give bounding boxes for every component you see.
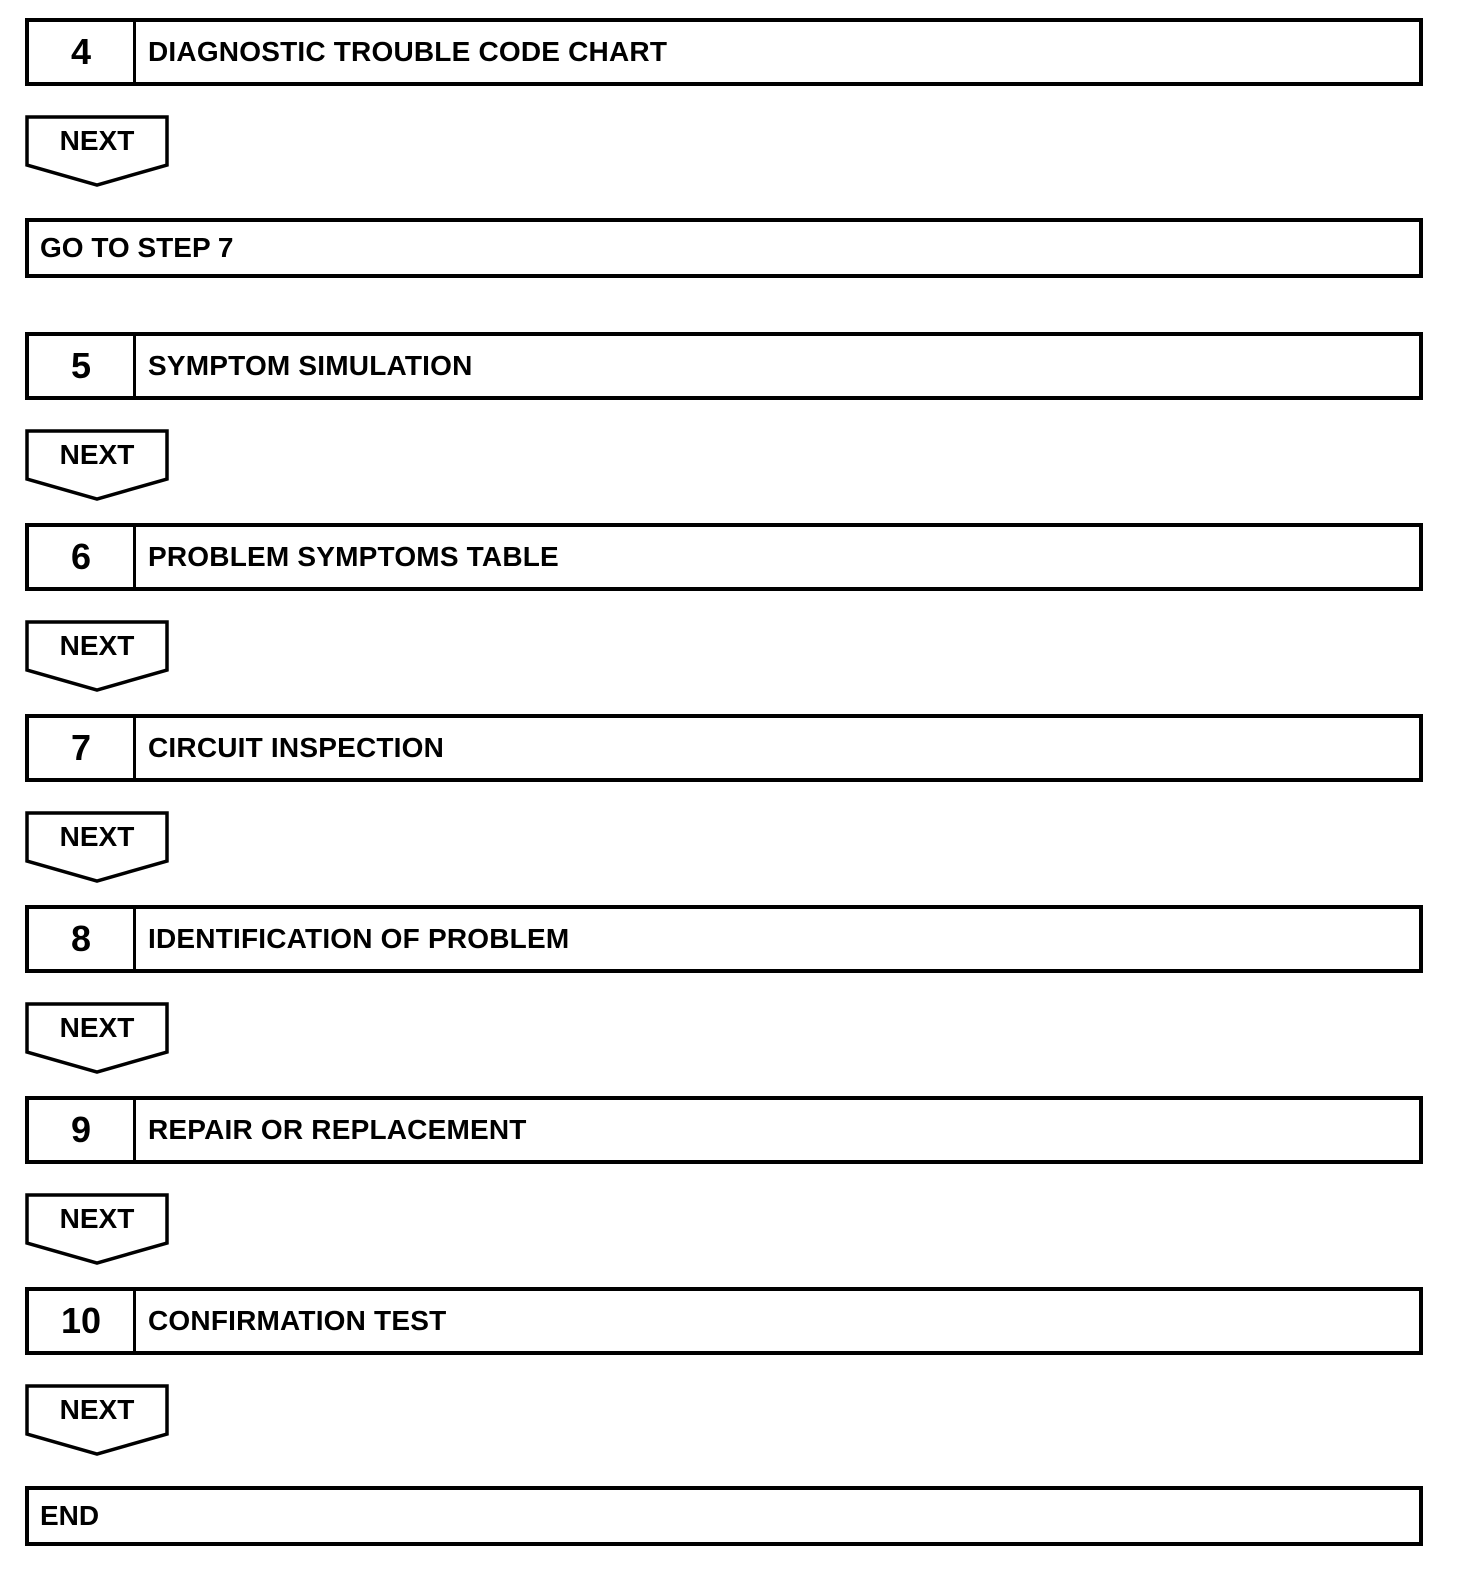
next-arrow bbox=[25, 620, 169, 692]
next-arrow bbox=[25, 429, 169, 501]
step-number: 9 bbox=[29, 1100, 136, 1160]
next-label: NEXT bbox=[59, 1394, 135, 1425]
step-box-9 bbox=[25, 1096, 1423, 1164]
goto-step-box: GO TO STEP 7 bbox=[25, 218, 1423, 278]
end-box: END bbox=[25, 1486, 1423, 1546]
step-box-6 bbox=[25, 523, 1423, 591]
step-title: IDENTIFICATION OF PROBLEM bbox=[148, 923, 570, 954]
step-title: CONFIRMATION TEST bbox=[148, 1305, 447, 1336]
next-arrow bbox=[25, 1002, 169, 1074]
next-arrow bbox=[25, 811, 169, 883]
step-box-8 bbox=[25, 905, 1423, 973]
next-label: NEXT bbox=[59, 439, 135, 470]
step-number: 5 bbox=[29, 336, 136, 396]
step-title: PROBLEM SYMPTOMS TABLE bbox=[148, 541, 559, 572]
step-title: REPAIR OR REPLACEMENT bbox=[148, 1114, 527, 1145]
step-box-7 bbox=[25, 714, 1423, 782]
next-label: NEXT bbox=[59, 1012, 135, 1043]
step-box-4 bbox=[25, 18, 1423, 86]
step-number: 10 bbox=[29, 1291, 136, 1351]
step-number: 7 bbox=[29, 718, 136, 778]
step-title: DIAGNOSTIC TROUBLE CODE CHART bbox=[148, 36, 668, 67]
step-number: 4 bbox=[29, 22, 136, 82]
next-label: NEXT bbox=[59, 821, 135, 852]
step-title: SYMPTOM SIMULATION bbox=[148, 350, 473, 381]
step-box-5 bbox=[25, 332, 1423, 400]
step-number: 8 bbox=[29, 909, 136, 969]
next-arrow bbox=[25, 115, 169, 187]
next-arrow bbox=[25, 1384, 169, 1456]
step-number: 6 bbox=[29, 527, 136, 587]
step-box-10 bbox=[25, 1287, 1423, 1355]
next-label: NEXT bbox=[59, 630, 135, 661]
step-title: CIRCUIT INSPECTION bbox=[148, 732, 445, 763]
next-arrow bbox=[25, 1193, 169, 1265]
next-label: NEXT bbox=[59, 125, 135, 156]
next-label: NEXT bbox=[59, 1203, 135, 1234]
